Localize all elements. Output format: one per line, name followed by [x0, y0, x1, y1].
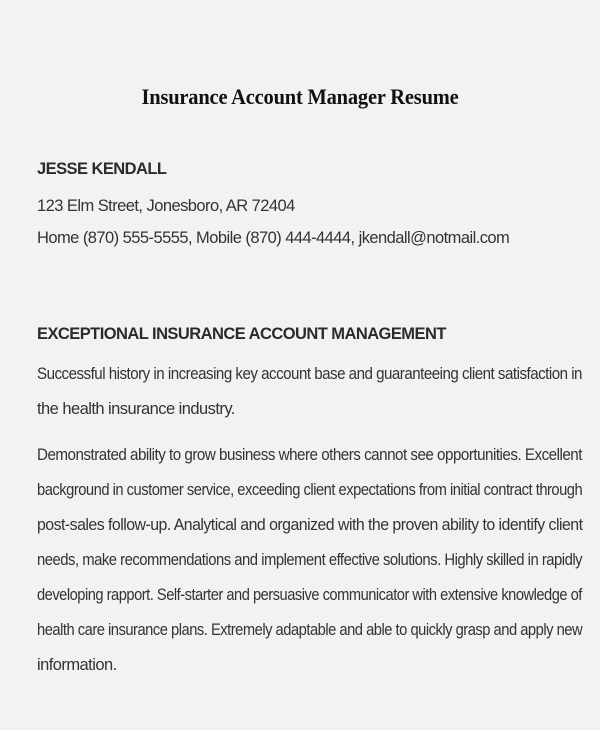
paragraph-line: needs, make recommendations and implement effective solutions. Highly skilled in rapidly — [37, 551, 583, 569]
contact-phones-email: Home (870) 555-5555, Mobile (870) 444-4444, jkendall@notmail.com — [37, 229, 510, 247]
paragraph-line: post-sales follow-up. Analytical and organized with the proven ability to identify client — [37, 516, 583, 534]
paragraph-line: developing rapport. Self-starter and persuasive communicator with extensive knowledge of — [37, 586, 582, 604]
candidate-name: JESSE KENDALL — [37, 160, 167, 178]
contact-address: 123 Elm Street, Jonesboro, AR 72404 — [37, 197, 295, 215]
paragraph-line: Successful history in increasing key account base and guaranteeing client satisfaction in — [37, 365, 582, 383]
section-heading: EXCEPTIONAL INSURANCE ACCOUNT MANAGEMENT — [37, 325, 446, 343]
contact-block — [37, 190, 582, 254]
paragraph-line: health care insurance plans. Extremely adaptable and able to quickly grasp and apply new — [37, 621, 583, 639]
summary-paragraph-1 — [37, 357, 582, 427]
paragraph-line: the health insurance industry. — [37, 400, 235, 418]
paragraph-line: information. — [37, 656, 117, 674]
paragraph-line: Demonstrated ability to grow business where others cannot see opportunities. Excellent — [37, 446, 582, 464]
paragraph-line: background in customer service, exceeding client expectations from initial contract through — [37, 481, 583, 499]
summary-paragraph-2 — [37, 438, 582, 683]
document-title: Insurance Account Manager Resume — [141, 84, 459, 109]
